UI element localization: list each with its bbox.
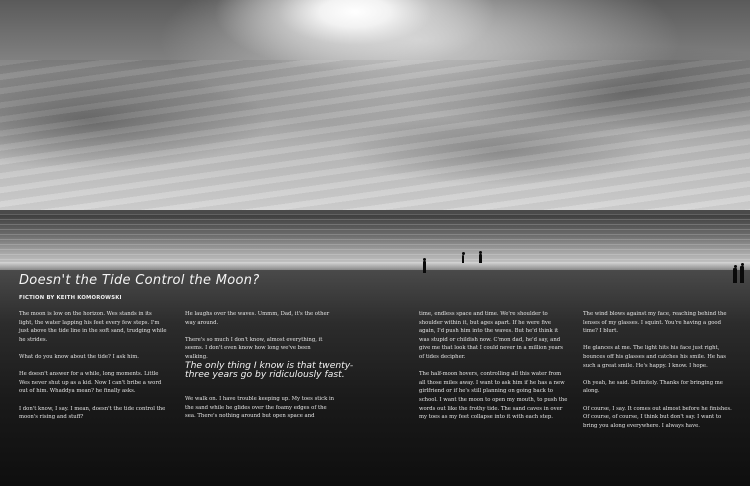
cloud-texture [0,60,750,210]
beach-walker-figure [733,268,737,283]
text-column-1 [19,310,167,430]
paragraph: The half-moon hovers, controlling all this water from all those miles away. I want to ask him if he has a new girlfriend or if he's still planning on going back to school. I want the moon to open my mouth, to push the words out like the frothy tide. The sand caves in over my toes as my feet collapse into it with each step. [419,371,568,421]
paragraph: He laughs over the waves. Ummm, Dad, it's the other way around. [185,311,330,326]
shoreline [0,262,750,270]
text-column-3 [419,310,569,430]
beach-walker-figure [479,254,482,263]
pull-quote: The only thing I know is that twenty-three years go by ridiculously fast. [185,360,354,381]
beach-walker-figure [462,255,464,263]
ocean-photo [0,214,750,266]
paragraph: The moon is low on the horizon. Wes stands in its light, the water lapping his feet every few steps. I'm just above the tide line in the soft sand, trudging while he strides. [19,311,167,343]
paragraph: We walk on. I have trouble keeping up. My toes stick in the sand while he glides over the foamy edges of the sea. There's nothing around but open space and [185,396,335,420]
paragraph: What do you know about the tide? I ask him. [19,353,139,360]
paragraph: He glances at me. The light hits his face just right, bounces off his glasses and catches his smile. He has such a great smile. He's happy. I know. I hope. [583,345,726,369]
beach-walker-figure [423,261,426,273]
paragraph: Oh yeah, he said. Definitely. Thanks for bringing me along. [583,379,723,395]
paragraph: He doesn't answer for a while, long moments. Little Wes never shut up as a kid. Now I can't bribe a word out of him. Whaddya mean? he finally asks. [19,371,162,395]
text-column-2-continued [185,395,335,421]
paragraph: The wind blows against my face, reaching behind the lenses of my glasses. I squint. You're having a good time? I blurt. [583,311,727,335]
article-title: Doesn't the Tide Control the Moon? [19,273,260,288]
paragraph: I don't know, I say. I mean, doesn't the tide control the moon's rising and stuff? [19,405,166,421]
paragraph: There's so much I don't know, almost everything, it seems. I don't even know how long we've been walking. [185,336,323,360]
beach-walker-figure [740,266,744,283]
text-column-4 [583,310,733,439]
paragraph: Of course, I say. It comes out almost before he finishes. Of course, of course, I think but don't say. I want to bring you along everywhere. I always have. [583,405,732,429]
article-byline: FICTION BY KEITH KOMOROWSKI [19,295,122,301]
paragraph: time, endless space and time. We're shoulder to shoulder within it, but ages apart. If he were five again, I'd push him into the waves. But he'd think it was stupid or childish now. C'mon dad, he'd say, and give me that look that I could never in a million years of tides decipher. [419,311,563,360]
